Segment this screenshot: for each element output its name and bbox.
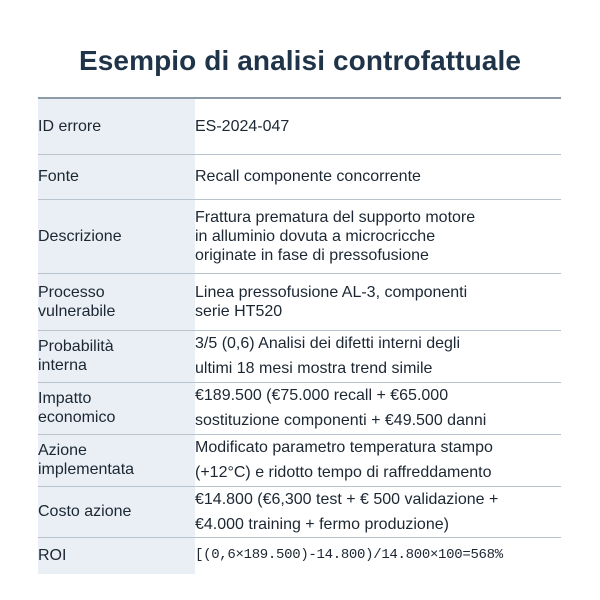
row-value: Linea pressofusione AL-3, componenti serie HT520 [195, 273, 561, 330]
table-row-impatto-economico [38, 382, 561, 434]
row-label: Impatto economico [38, 382, 195, 434]
row-label: Costo azione [38, 486, 195, 537]
row-label: Probabilità interna [38, 330, 195, 382]
row-value: ES-2024-047 [195, 98, 561, 154]
table-row-id-errore [38, 98, 561, 154]
row-label: Descrizione [38, 199, 195, 273]
row-value: Frattura prematura del supporto motore in alluminio dovuta a microcricche originate in fase di pressofusione [195, 199, 561, 273]
row-label: Processo vulnerabile [38, 273, 195, 330]
row-value: [(0,6×189.500)-14.800)/14.800×100=568% [195, 537, 561, 574]
row-value: €189.500 (€75.000 recall + €65.000 sostituzione componenti + €49.500 danni [195, 382, 561, 434]
page-title: Esempio di analisi controfattuale [78, 45, 522, 76]
row-value: Modificato parametro temperatura stampo (+12°C) e ridotto tempo di raffreddamento [195, 434, 561, 486]
table-row-costo-azione [38, 486, 561, 537]
table-row-descrizione [38, 199, 561, 273]
row-value: Recall componente concorrente [195, 154, 561, 199]
row-label: Fonte [38, 154, 195, 199]
table-row-azione-implementata [38, 434, 561, 486]
row-value: €14.800 (€6,300 test + € 500 validazione + €4.000 training + fermo produzione) [195, 486, 561, 537]
row-label: ROI [38, 537, 195, 574]
row-label: ID errore [38, 98, 195, 154]
table-row-roi [38, 537, 561, 574]
table-row-fonte [38, 154, 561, 199]
table-row-probabilita-interna [38, 330, 561, 382]
table-row-processo-vulnerabile [38, 273, 561, 330]
row-label: Azione implementata [38, 434, 195, 486]
analysis-table [38, 97, 561, 574]
row-value: 3/5 (0,6) Analisi dei difetti interni degli ultimi 18 mesi mostra trend simile [195, 330, 561, 382]
